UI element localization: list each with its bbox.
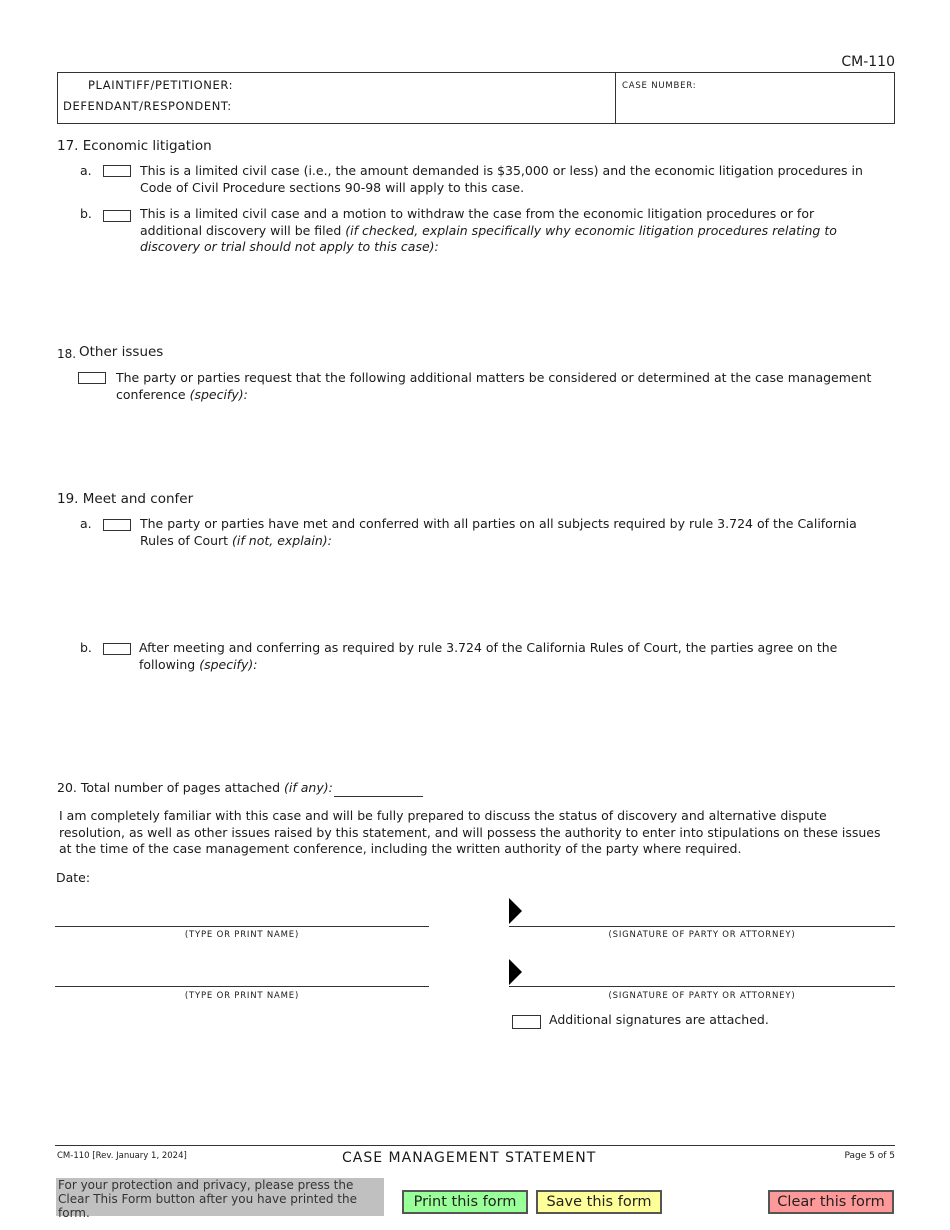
plaintiff-label: PLAINTIFF/PETITIONER: [88,78,234,92]
signature-arrow-icon [509,959,522,985]
name-line-2[interactable] [55,986,429,987]
s18-text-block [116,370,876,403]
date-label: Date: [56,870,91,885]
additional-signatures-checkbox[interactable] [512,1015,541,1029]
defendant-field[interactable] [238,99,608,117]
s17-b-text-block [140,206,870,256]
s17-b-italic: (if checked, explain specifically why economic litigation procedures relating to discovery or trial should not apply to this case): [140,222,837,254]
s17-b-explanation-field[interactable] [140,258,890,328]
signature-caption-1: (SIGNATURE OF PARTY OR ATTORNEY) [608,930,796,940]
s18-italic: (specify): [189,386,248,402]
s19-b-specify-field[interactable] [139,678,889,768]
footer-page: Page 5 of 5 [844,1151,895,1161]
footer-rule [55,1145,895,1146]
s19-a-letter: a. [80,516,92,531]
s17-b-checkbox[interactable] [103,210,131,222]
case-number-label: CASE NUMBER: [622,81,697,91]
s17-a-checkbox[interactable] [103,165,131,177]
s19-a-explain-field[interactable] [140,552,890,632]
s19-b-letter: b. [80,640,92,655]
form-id: CM-110 [841,54,895,70]
s19-b-text-block [139,640,889,673]
s19-a-italic: (if not, explain): [232,532,332,548]
footer-title: CASE MANAGEMENT STATEMENT [342,1150,597,1166]
s17-b-letter: b. [80,206,92,221]
save-form-button[interactable]: Save this form [536,1190,662,1214]
section-18-number: 18. [57,347,77,361]
s20-block [57,780,333,797]
signature-line-2[interactable] [509,986,895,987]
caption-divider [615,73,616,123]
signature-line-1[interactable] [509,926,895,927]
s18-text: The party or parties request that the following additional matters be considered or determined at the case management conference [116,370,872,402]
signature-caption-2: (SIGNATURE OF PARTY OR ATTORNEY) [608,991,796,1001]
case-number-field[interactable] [622,95,890,119]
footer-revision: CM-110 [Rev. January 1, 2024] [57,1151,187,1161]
name-caption-2: (TYPE OR PRINT NAME) [184,991,300,1001]
clear-form-button[interactable]: Clear this form [768,1190,894,1214]
s17-a-letter: a. [80,163,92,178]
section-17-title: 17. Economic litigation [57,138,212,154]
s20-italic: (if any): [284,780,333,795]
section-18-title: Other issues [79,344,164,360]
additional-signatures-label: Additional signatures are attached. [549,1012,769,1027]
s19-b-checkbox[interactable] [103,643,131,655]
print-form-button[interactable]: Print this form [402,1190,528,1214]
s19-b-text: After meeting and conferring as required by rule 3.724 of the California Rules of Court, the parties agree on the following [139,640,838,672]
s19-a-checkbox[interactable] [103,519,131,531]
s19-a-text-block [140,516,885,549]
s19-b-italic: (specify): [199,656,258,672]
s17-b-text: This is a limited civil case and a motion to withdraw the case from the economic litigation procedures or for additional discovery will be filed [140,206,815,238]
section-19-title: 19. Meet and confer [57,491,194,507]
signature-arrow-icon [509,898,522,924]
s18-specify-field[interactable] [116,406,890,480]
s19-a-text: The party or parties have met and conferred with all parties on all subjects required by rule 3.724 of the California Rules of Court [140,516,857,548]
caption-box [57,72,895,124]
name-line-1[interactable] [55,926,429,927]
s18-checkbox[interactable] [78,372,106,384]
s20-label: 20. Total number of pages attached [57,780,281,795]
defendant-label: DEFENDANT/RESPONDENT: [63,99,232,113]
name-caption-1: (TYPE OR PRINT NAME) [184,930,300,940]
plaintiff-field[interactable] [238,77,608,95]
s17-a-text: This is a limited civil case (i.e., the amount demanded is $35,000 or less) and the economic litigation procedures in Code of Civil Procedure sections 90-98 will apply to this case. [140,163,863,195]
privacy-notice: For your protection and privacy, please press the Clear This Form button after you have printed the form. [56,1178,384,1216]
declaration-text: I am completely familiar with this case and will be fully prepared to discuss the status of discovery and alternative dispute resolution, as well as other issues raised by this statement, and will possess the authority to enter into stipulations on these issues at the time of the case management conference, including the written authority of the party where required. [59,808,881,856]
date-field[interactable] [92,868,292,886]
s20-pages-field[interactable] [334,796,423,797]
